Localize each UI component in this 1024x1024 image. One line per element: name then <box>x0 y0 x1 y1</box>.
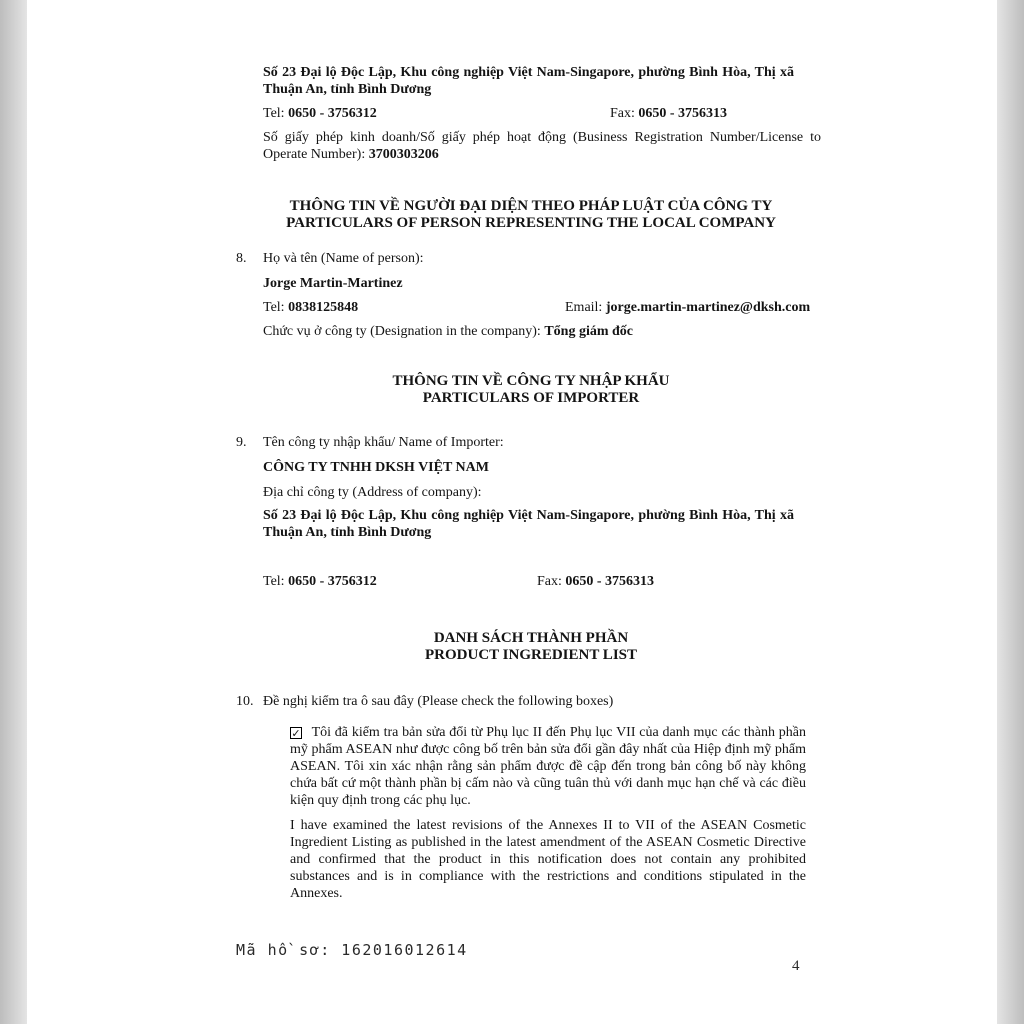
scan-edge-right <box>997 0 1024 1024</box>
importer-title-vi: THÔNG TIN VỀ CÔNG TY NHẬP KHẨU <box>392 373 670 389</box>
email-label: Email: <box>565 300 603 315</box>
importer-name-label: Tên công ty nhập khẩu/ Name of Importer: <box>263 435 504 450</box>
tel-fax-row-2 <box>236 573 826 590</box>
item-number: 9. <box>236 435 247 450</box>
importer-title-en: PARTICULARS OF IMPORTER <box>422 390 640 406</box>
fax-label: Fax: <box>537 574 562 589</box>
designation-value: Tổng giám đốc <box>544 324 634 339</box>
tel-label: Tel: <box>263 300 285 315</box>
importer-fax-value: 0650 - 3756313 <box>565 574 655 589</box>
document-content <box>236 0 826 902</box>
designation-row <box>236 323 826 340</box>
checkbox-instruction: Đề nghị kiểm tra ô sau đây (Please check the following boxes) <box>263 694 614 709</box>
scan-edge-left <box>0 0 27 1024</box>
ingredient-title-en: PRODUCT INGREDIENT LIST <box>425 647 637 663</box>
item-number: 10. <box>236 694 254 709</box>
item-9-row <box>236 434 826 451</box>
license-number: 3700303206 <box>368 147 439 162</box>
importer-tel-field <box>263 573 537 590</box>
declaration-text-vi: Tôi đã kiểm tra bản sửa đổi từ Phụ lục II đến Phụ lục VII của danh mục các thành phần mỹ phẩm ASEAN như được công bố trên bản sửa đổi gần đây nhất của Hiệp định mỹ phẩm ASEAN. Tôi xin xác nhận rằng sản phẩm được đề cập đến trong bản công bố này không chứa bất cứ một thành phần bị cấm nào và cũng tuân thủ với danh mục hạn chế và các điều kiện quy định trong các phụ lục. <box>290 725 807 808</box>
importer-address-value: Số 23 Đại lộ Độc Lập, Khu công nghiệp Việt Nam-Singapore, phường Bình Hòa, Thị xã Thuận An, tỉnh Bình Dương <box>263 508 794 540</box>
check-mark-icon: ✓ <box>291 727 301 740</box>
tel-label: Tel: <box>263 106 285 121</box>
tel-fax-row-1 <box>236 105 826 122</box>
importer-section-title <box>236 373 826 407</box>
tel-value: 0650 - 3756312 <box>288 106 377 121</box>
declaration-paragraph-en: I have examined the latest revisions of the Annexes II to VII of the ASEAN Cosmetic Ingredient Listing as published in the latest amendment of the ASEAN Cosmetic Directive and confirmed that the product in this notification does not contain any prohibited substances and is in compliance with the restrictions and conditions stipulated in the Annexes. <box>290 818 806 901</box>
person-name-label: Họ và tên (Name of person): <box>263 251 424 266</box>
representative-title-en: PARTICULARS OF PERSON REPRESENTING THE LOCAL COMPANY <box>286 215 776 231</box>
importer-address-label: Địa chỉ công ty (Address of company): <box>263 485 482 500</box>
declaration-paragraph-vi <box>290 724 806 809</box>
importer-fax-field <box>537 573 654 590</box>
tel-field <box>263 105 610 122</box>
person-name-value: Jorge Martin-Martinez <box>263 276 403 291</box>
ingredient-title-vi: DANH SÁCH THÀNH PHẦN <box>433 630 629 646</box>
designation-label: Chức vụ ở công ty (Designation in the company): <box>263 324 541 339</box>
person-tel-field <box>263 299 565 316</box>
license-label: Số giấy phép kinh doanh/Số giấy phép hoạt động (Business Registration Number/License to Operate Number): <box>263 130 821 162</box>
person-email-field <box>565 299 810 316</box>
representative-section-title <box>236 198 826 232</box>
importer-name-value: CÔNG TY TNHH DKSH VIỆT NAM <box>263 460 489 475</box>
representative-title-vi: THÔNG TIN VỀ NGƯỜI ĐẠI DIỆN THEO PHÁP LUẬT CỦA CÔNG TY <box>289 198 773 214</box>
ingredient-section-title <box>236 630 826 664</box>
checked-checkbox-icon <box>290 727 302 739</box>
fax-field <box>610 105 727 122</box>
fax-value: 0650 - 3756313 <box>638 106 728 121</box>
item-number: 8. <box>236 251 247 266</box>
item-8-row <box>236 250 826 267</box>
person-tel-value: 0838125848 <box>288 300 359 315</box>
item-10-row <box>236 693 826 710</box>
file-code: Mã hồ sơ: 162016012614 <box>236 941 468 959</box>
company-address: Số 23 Đại lộ Độc Lập, Khu công nghiệp Việt Nam-Singapore, phường Bình Hòa, Thị xã Thuận An, tỉnh Bình Dương <box>263 65 794 97</box>
page-number: 4 <box>792 958 800 974</box>
person-email-value: jorge.martin-martinez@dksh.com <box>605 300 811 315</box>
importer-tel-value: 0650 - 3756312 <box>288 574 377 589</box>
tel-email-row <box>236 299 826 316</box>
business-license-line <box>236 129 821 163</box>
tel-label: Tel: <box>263 574 285 589</box>
fax-label: Fax: <box>610 106 635 121</box>
